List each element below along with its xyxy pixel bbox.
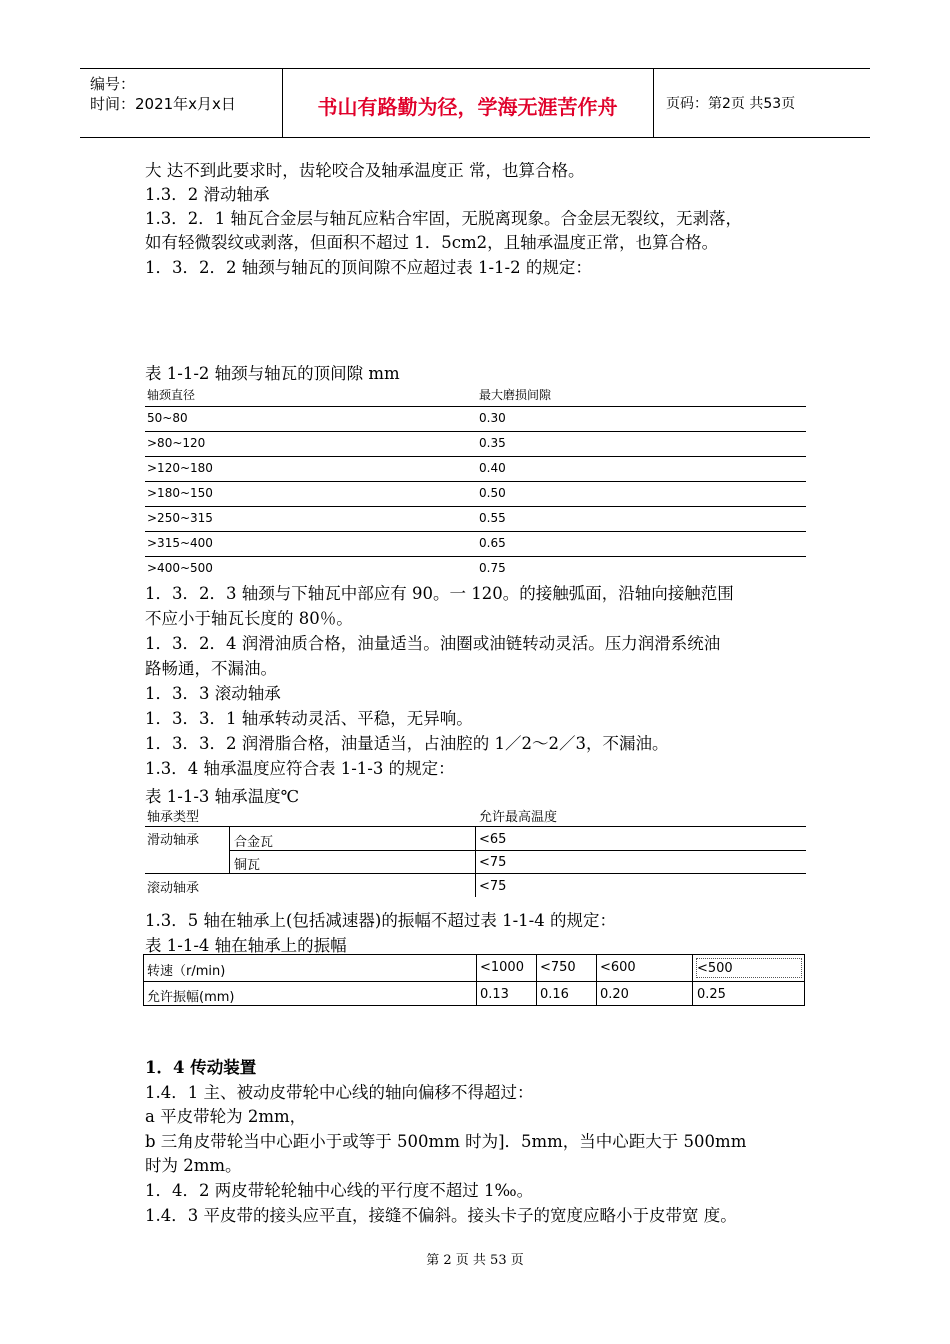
table-row [145, 457, 806, 482]
paragraph: 1.3．2．1 轴瓦合金层与轴瓦应粘合牢固，无脱离现象。合金层无裂纹，无剥落， [145, 209, 742, 228]
paragraph: 1．3．3．1 轴承转动灵活、平稳，无异响。 [145, 709, 473, 728]
cell: <65 [479, 832, 507, 847]
cell: 0.55 [479, 511, 506, 525]
cell: <75 [479, 855, 507, 870]
table-header-row [145, 382, 806, 407]
page-footer: 第 2 页 共 53 页 [426, 1253, 524, 1268]
table-rule [229, 850, 806, 851]
table-clearance [145, 382, 806, 581]
table-rule [476, 955, 477, 1005]
table-rule [475, 826, 476, 897]
paragraph: 1.3．5 轴在轴承上(包括减速器)的振幅不超过表 1-1-4 的规定： [145, 911, 616, 930]
cell: >250~315 [147, 511, 213, 525]
table-row [145, 507, 806, 532]
cell: <750 [540, 960, 576, 975]
section-heading: 1.3．2 滑动轴承 [145, 185, 270, 204]
table-rule [692, 955, 693, 1005]
paragraph: 时为 2mm。 [145, 1156, 242, 1175]
table-caption: 表 1-1-4 轴在轴承上的振幅 [145, 936, 347, 955]
paragraph: 不应小于轴瓦长度的 80％。 [145, 609, 353, 628]
table-rule [536, 955, 537, 1005]
cell: 合金瓦 [234, 835, 274, 850]
table-rule [229, 826, 230, 873]
cell: 0.50 [479, 486, 506, 500]
row-label: 允许振幅(mm) [147, 990, 235, 1005]
paragraph: 如有轻微裂纹或剥落，但面积不超过 1．5cm2，且轴承温度正常，也算合格。 [145, 233, 719, 252]
table-bearing-temperature [145, 805, 806, 897]
cell: <1000 [480, 960, 524, 975]
cell: >400~500 [147, 561, 213, 575]
table-caption: 表 1-1-2 轴颈与轴瓦的顶间隙 mm [145, 364, 400, 383]
table-rule [144, 981, 804, 982]
cell: 50~80 [147, 411, 188, 425]
cell: 铜瓦 [234, 858, 261, 873]
cell: 0.13 [480, 987, 509, 1002]
cell: <600 [600, 960, 636, 975]
row-label: 转速（r/min) [147, 964, 226, 979]
table-row [145, 432, 806, 457]
table-row [145, 482, 806, 507]
paragraph: 1.4．3 平皮带的接头应平直，接缝不偏斜。接头卡子的宽度应略小于皮带宽 度。 [145, 1206, 737, 1225]
cell: >80~120 [147, 436, 206, 450]
cell: >315~400 [147, 536, 213, 550]
paragraph: 1．3．3．2 润滑脂合格，油量适当，占油腔的 1／2～2／3，不漏油。 [145, 734, 669, 753]
header-meta [80, 69, 283, 137]
header-cell: 允许最高温度 [479, 810, 558, 825]
paragraph: 1.3．4 轴承温度应符合表 1-1-3 的规定： [145, 759, 455, 778]
cell: 0.75 [479, 561, 506, 575]
doc-date: 时间：2021年x月x日 [90, 95, 236, 113]
cell: <500 [697, 961, 733, 976]
cell: >180~150 [147, 486, 213, 500]
cell: <75 [479, 879, 507, 894]
paragraph: 1．3．2．2 轴颈与轴瓦的顶间隙不应超过表 1-1-2 的规定： [145, 258, 592, 277]
cell: 0.35 [479, 436, 506, 450]
cell: 0.25 [697, 987, 726, 1002]
table-vibration-amplitude [143, 954, 805, 1006]
table-rule [596, 955, 597, 1005]
page-header [80, 68, 870, 138]
paragraph: 1.4．1 主、被动皮带轮中心线的轴向偏移不得超过： [145, 1083, 534, 1102]
paragraph: 大 达不到此要求时，齿轮咬合及轴承温度正 常，也算合格。 [145, 161, 585, 180]
table-caption: 表 1-1-3 轴承温度℃ [145, 787, 300, 806]
header-cell: 最大磨损间隙 [479, 388, 552, 402]
paragraph: 路畅通，不漏油。 [145, 659, 277, 678]
header-cell: 轴颈直径 [147, 388, 196, 402]
paragraph: a 平皮带轮为 2mm， [145, 1107, 307, 1126]
paragraph: 1．3．2．3 轴颈与下轴瓦中部应有 90。一 120。的接触弧面，沿轴向接触范围 [145, 584, 734, 603]
paragraph: 1．3．2．4 润滑油质合格，油量适当。油圈或油链转动灵活。压力润滑系统油 [145, 634, 721, 653]
section-heading: 1．4 传动装置 [145, 1058, 257, 1077]
cell: >120~180 [147, 461, 213, 475]
paragraph: 1．4．2 两皮带轮轮轴中心线的平行度不超过 1‰。 [145, 1181, 534, 1200]
cell: 0.16 [540, 987, 569, 1002]
doc-number-label: 编号： [90, 75, 136, 93]
cell: 滑动轴承 [147, 833, 200, 848]
paragraph: b 三角皮带轮当中心距小于或等于 500mm 时为]．5mm，当中心距大于 500mm [145, 1132, 747, 1151]
table-row [145, 407, 806, 432]
table-row [145, 532, 806, 557]
header-page-info: 页码：第2页 共53页 [666, 96, 796, 112]
header-motto: 书山有路勤为径，学海无涯苦作舟 [282, 69, 654, 137]
cell: 0.30 [479, 411, 506, 425]
table-row [145, 557, 806, 581]
cell: 0.65 [479, 536, 506, 550]
header-cell: 轴承类型 [147, 810, 200, 825]
cell: 0.40 [479, 461, 506, 475]
cell: 滚动轴承 [147, 881, 200, 896]
section-heading: 1．3．3 滚动轴承 [145, 684, 281, 703]
cell: 0.20 [600, 987, 629, 1002]
